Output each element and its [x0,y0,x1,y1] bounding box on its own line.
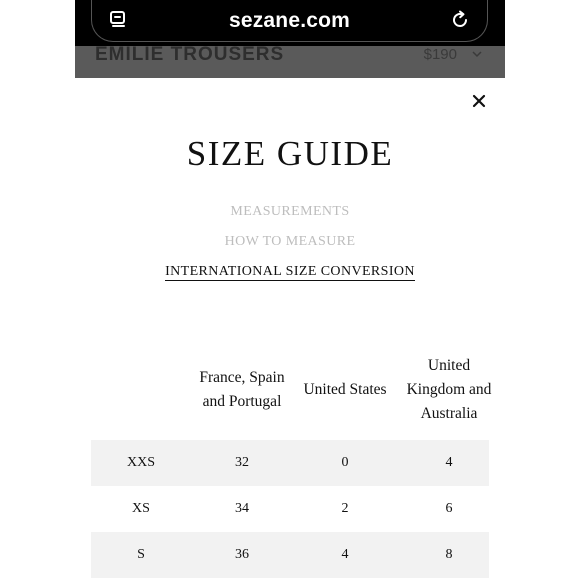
tab-label: INTERNATIONAL SIZE CONVERSION [165,264,415,279]
tab-measurements[interactable]: MEASUREMENTS [230,204,350,219]
cell-us: 2 [341,501,349,516]
background-product-price: $190 [423,46,457,63]
cell-uk: 6 [445,501,453,516]
page-margin-right [505,0,580,580]
background-product-bar [75,46,505,78]
close-icon[interactable] [472,94,486,108]
address-bar[interactable] [91,0,488,42]
header-label: United Kingdom and Australia [406,357,492,422]
header-label: France, Spain and Portugal [199,369,285,410]
header-united-states [293,340,397,440]
phone-screen [75,0,505,580]
cell-fr: 36 [235,547,249,562]
tab-international-size-conversion[interactable] [75,264,505,280]
url-text[interactable]: sezane.com [228,8,351,32]
background-product-title: EMILIE TROUSERS [95,46,285,65]
size-conversion-table [91,340,492,578]
cell-size: XXS [126,455,155,470]
browser-top-bar [75,0,505,46]
page-margin-left [0,0,75,580]
cell-fr: 34 [235,501,249,516]
size-guide-modal [75,78,505,580]
header-label: United States [303,381,387,398]
tab-how-to-measure[interactable]: HOW TO MEASURE [224,234,356,249]
table-header [91,340,492,440]
cell-us: 0 [341,455,349,470]
cell-uk: 4 [445,455,453,470]
cell-us: 4 [341,547,349,562]
header-size [91,340,191,440]
header-france-spain-portugal [191,340,293,440]
header-uk-australia [397,340,501,440]
cell-size: XS [132,501,150,516]
cell-uk: 8 [445,547,453,562]
reload-icon[interactable] [449,9,471,31]
modal-title: SIZE GUIDE [186,134,394,173]
table-row [91,440,489,486]
table-row [91,486,489,532]
cell-fr: 32 [235,455,249,470]
cell-size: S [137,547,145,562]
table-row [91,532,489,578]
chevron-down-icon [471,48,483,60]
tabs-icon[interactable] [108,10,128,30]
